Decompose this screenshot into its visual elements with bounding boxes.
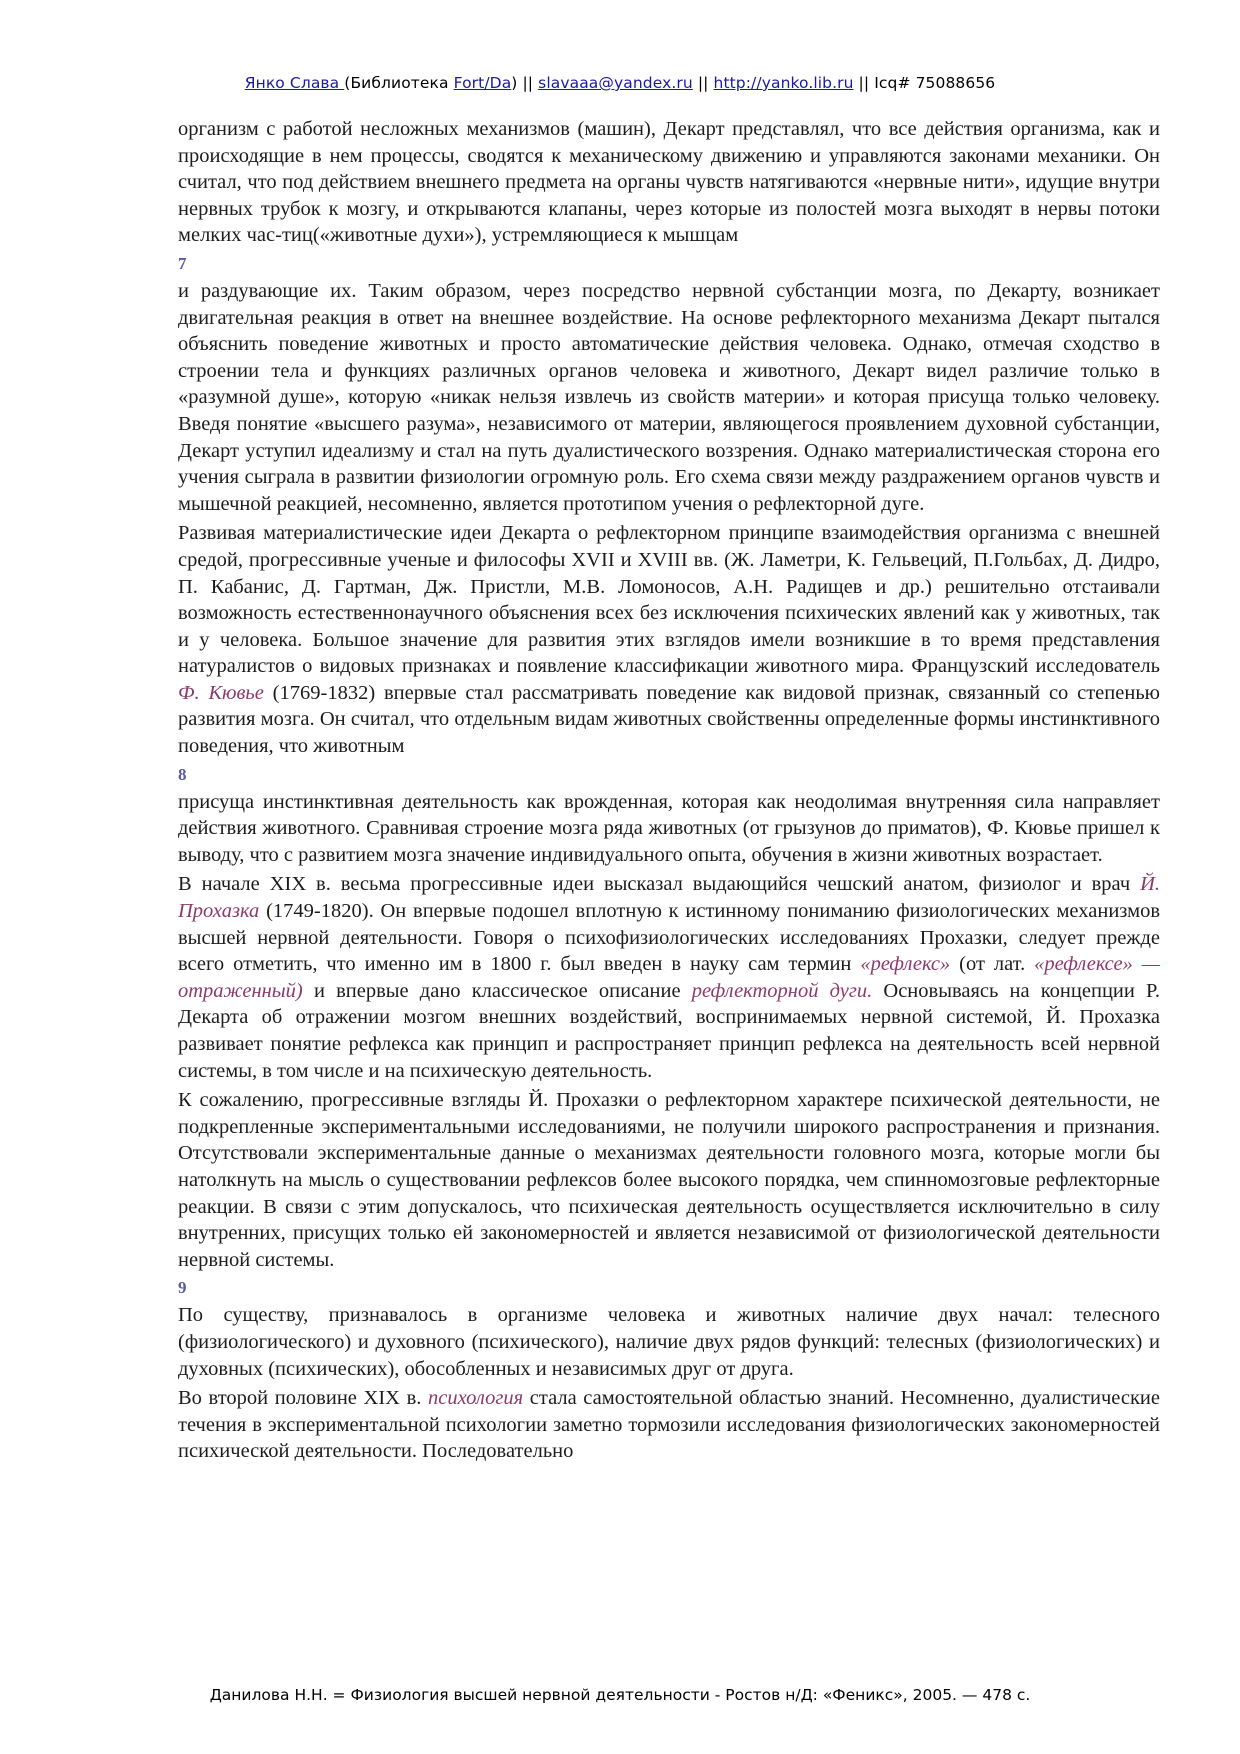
paragraph-8-text-b: стала самостоятельной областью знаний. Несомненно, дуалистические течения в экспериментальной психологии заметно тормозили исследования физиологических закономерностей психической деятельности. Последовательно <box>178 1387 1160 1463</box>
paragraph-5-text-d: и впервые дано классическое описание <box>302 979 692 1002</box>
page-footer-citation: Данилова Н.Н. = Физиология высшей нервной деятельности - Ростов н/Д: «Феникс», 2005. — 478 с. <box>209 1686 1031 1704</box>
cuvier-link[interactable]: Ф. Кювье <box>178 681 264 704</box>
paragraph-4: присуща инстинктивная деятельность как врожденная, которая как неодолимая внутренняя сила направляет действия животного. Сравнивая строение мозга ряда животных (от грызунов до приматов), Ф. Кювье пришел к выводу, что с развитием мозга значение индивидуального опыта, обучения в жизни животных возрастает. <box>178 790 1160 866</box>
page-number-marker: 9 <box>178 1278 187 1298</box>
paragraph-5 <box>178 871 1160 1084</box>
paragraph-3-text-b: (1769-1832) впервые стал рассматривать поведение как видовой признак, связанный со степенью развития мозга. Он считал, что отдельным видам животных свойственны определенные формы инстинктивного поведения, что животным <box>178 681 1160 758</box>
header-separator: ) || <box>511 74 539 92</box>
paragraph-5-text-a: В начале XIX в. весьма прогрессивные идеи высказал выдающийся чешский анатом, физиолог и врач <box>178 873 1141 896</box>
reflex-arc-link[interactable]: рефлекторной дуги. <box>691 979 873 1002</box>
paragraph-2: и раздувающие их. Таким образом, через посредство нервной субстанции мозга, по Декарту, возникает двигательная реакция в ответ на внешнее воздействие. На основе рефлекторного механизма Декарт пытался объяснить поведение животных и просто автоматические действия человека. Однако, отмечая сходство в строении тела и функциях различных органов человека и животного, Декарт видел различие только в «разумной душе», которую «никак нельзя извлечь из свойств материи» и которая присуща только человеку. Введя понятие «высшего разума», независимого от материи, являющегося проявлением духовной субстанции, Декарт уступил идеализму и стал на путь дуалистического воззрения. Однако материалистическая сторона его учения сыграла в развитии физиологии огромную роль. Его схема связи между раздражением органов чувств и мышечной реакцией, несомненно, является прототипом учения о рефлекторной дуге. <box>178 279 1160 515</box>
psychology-link[interactable]: психология <box>428 1387 524 1410</box>
fortda-link[interactable]: Fort/Da <box>453 74 512 92</box>
page-number-marker: 7 <box>178 253 187 273</box>
library-prefix: (Библиотека <box>344 74 454 92</box>
paragraph-3 <box>178 520 1160 759</box>
page-number-marker: 8 <box>178 764 187 784</box>
paragraph-8 <box>178 1385 1160 1465</box>
site-link[interactable]: http://yanko.lib.ru <box>713 74 854 92</box>
icq-text: || Icq# 75088656 <box>853 74 996 92</box>
paragraph-5-text-e: Основываясь на концепции Р. Декарта об отражении мозгом внешних воздействий, воспринимаемых нервной системой, Й. Прохазка развивает понятие рефлекса как принцип и распространяет принцип рефлекса на деятельность всей нервной системы, в том числе и на психическую деятельность. <box>178 979 1160 1082</box>
reflexe-link[interactable]: «рефлексе» — отраженный) <box>178 953 1160 1002</box>
paragraph-1: организм с работой несложных механизмов (машин), Декарт представлял, что все действия организма, как и происходящие в нем процессы, сводятся к механическому движению и управляются законами механики. Он считал, что под действием внешнего предмета на органы чувств натягиваются «нервные нити», идущие внутри нервных трубок к мозгу, и открываются клапаны, через которые из полостей мозга выходят в нервы потоки мелких час-тиц(«животные духи»), устремляющиеся к мышцам <box>178 118 1160 247</box>
paragraph-6: К сожалению, прогрессивные взгляды Й. Прохазки о рефлекторном характере психической деятельности, не подкрепленные экспериментальными исследованиями, не получили широкого распространения и признания. Отсутствовали экспериментальные данные о механизмах деятельности головного мозга, которые могли бы натолкнуть на мысль о существовании рефлексов более высокого порядка, чем спинномозговые рефлекторные реакции. В связи с этим допускалось, что психическая деятельность осуществляется исключительно в силу внутренних, присущих только ей закономерностей и является независимой от физиологической деятельности нервной системы. <box>178 1089 1160 1271</box>
body-text <box>178 116 1160 1468</box>
paragraph-3-text-a: Развивая материалистические идеи Декарта о рефлекторном принципе взаимодействия организма с внешней средой, прогрессивные ученые и философы XVII и XVIII вв. (Ж. Ламетри, К. Гельвеций, П.Гольбах, Д. Дидро, П. Кабанис, Д. Гартман, Дж. Пристли, М.В. Ломоносов, А.Н. Радищев и др.) решительно отстаивали возможность естественнонаучного объяснения всех без исключения психических явлений как у животных, так и у человека. Большое значение для развития этих взглядов имели возникшие в то время представления натуралистов о видовых признаках и появление классификации животного мира. Французский исследователь <box>178 522 1160 678</box>
reflex-link[interactable]: «рефлекс» <box>860 953 951 976</box>
prochaska-link[interactable]: Й. Прохазка <box>178 873 1160 923</box>
header-separator: || <box>692 74 714 92</box>
author-link[interactable]: Янко Слава <box>244 74 345 92</box>
email-link[interactable]: slavaaa@yandex.ru <box>538 74 693 92</box>
paragraph-7: По существу, признавалось в организме человека и животных наличие двух начал: телесного (физиологического) и духовного (психического), наличие двух рядов функций: телесных (физиологических) и духовных (психических), обособленных и независимых друг от друга. <box>178 1304 1160 1380</box>
page-header <box>0 74 1240 92</box>
paragraph-8-text-a: Во второй половине XIX в. <box>178 1387 428 1410</box>
paragraph-5-text-b: (1749-1820). Он впервые подошел вплотную к истинному пониманию физиологических механизмов высшей нервной деятельности. Говоря о психофизиологических исследованиях Прохазки, следует прежде всего отметить, что именно им в 1800 г. был введен в науку сам термин <box>178 900 1160 976</box>
paragraph-5-text-c: (от лат. <box>950 953 1035 976</box>
